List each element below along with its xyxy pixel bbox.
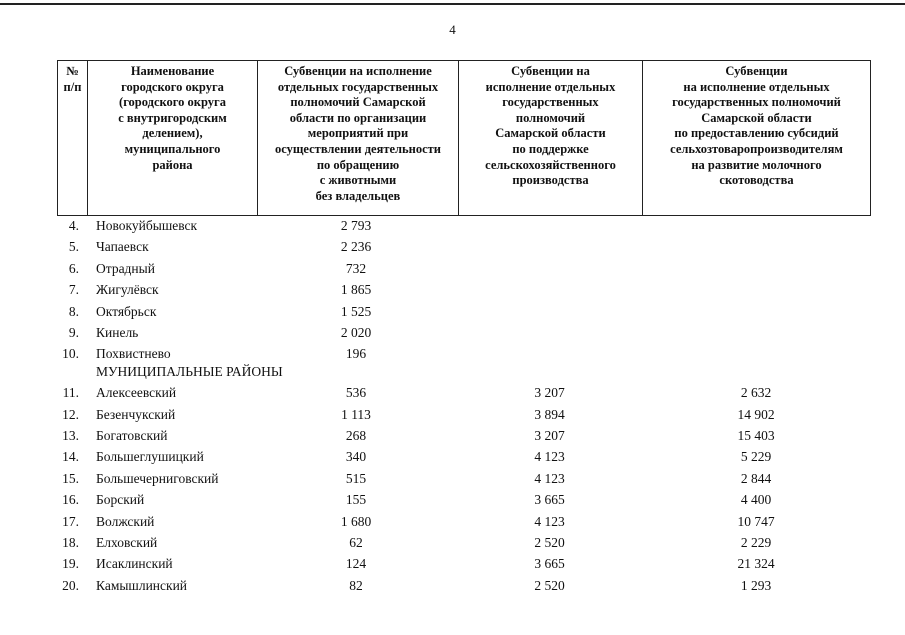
subvention-animals: 340 [345, 449, 367, 465]
header-line: по обращению [316, 157, 400, 172]
municipality-name: Волжский [96, 513, 155, 529]
municipality-name: Большеглушицкий [96, 449, 204, 465]
header-col-subvention-dairy [643, 61, 870, 215]
page-number: 4 [449, 22, 456, 37]
subvention-animals: 82 [349, 577, 363, 593]
subvention-animals: 515 [345, 470, 367, 486]
subvention-animals: 2 793 [340, 218, 372, 233]
subvention-animals: 536 [345, 385, 367, 401]
header-line: Самарской области [701, 110, 812, 125]
header-line: Наименование [130, 64, 215, 78]
table-row [57, 554, 871, 574]
header-line: исполнение отдельных [485, 79, 616, 94]
table-row [57, 405, 871, 425]
subvention-animals: 1 525 [340, 303, 372, 319]
header-line: района [152, 157, 193, 172]
row-number: 10. [62, 346, 79, 362]
municipality-name: Исаклинский [96, 556, 173, 572]
municipality-name: Похвистнево [96, 346, 171, 362]
subvention-animals: 2 236 [340, 239, 372, 255]
municipality-name: Новокуйбышевск [96, 218, 198, 233]
subvention-dairy: 15 403 [737, 428, 775, 443]
header-line: области по организации [289, 110, 427, 125]
header-col-name [88, 61, 258, 215]
header-line: на исполнение отдельных [683, 79, 830, 94]
subvention-agriculture: 4 123 [534, 449, 565, 465]
table-row [57, 383, 871, 403]
row-number: 5. [68, 239, 79, 255]
header-line: Субвенции [725, 64, 788, 78]
header-line: без владельцев [315, 188, 401, 203]
subvention-agriculture: 4 123 [534, 470, 565, 486]
subvention-agriculture: 4 123 [534, 513, 565, 529]
subvention-dairy: 1 293 [740, 577, 772, 593]
subvention-agriculture: 3 665 [534, 556, 565, 572]
header-col-number [58, 61, 88, 215]
row-number: 7. [68, 282, 79, 298]
subvention-dairy: 5 229 [740, 449, 772, 465]
header-line: (городского округа [119, 95, 226, 110]
table-row [57, 426, 871, 446]
subvention-animals: 155 [345, 492, 367, 508]
municipality-name: Большечерниговский [96, 470, 219, 486]
table-row [57, 512, 871, 532]
section-heading: МУНИЦИПАЛЬНЫЕ РАЙОНЫ [96, 363, 283, 379]
header-line: Самарской области [495, 126, 606, 141]
header-line: п/п [63, 79, 82, 94]
row-number: 14. [62, 449, 79, 465]
header-line: полномочий [515, 110, 586, 125]
subvention-animals: 1 680 [340, 513, 372, 529]
table-row [57, 259, 871, 279]
header-line: с животными [319, 173, 397, 188]
header-line: сельхозтоваропроизводителям [670, 141, 843, 156]
row-number: 4. [68, 218, 79, 233]
header-line: Субвенции на исполнение [284, 64, 432, 78]
municipality-name: Камышлинский [96, 577, 188, 593]
header-line: № [66, 64, 79, 78]
header-line: государственных [502, 95, 599, 110]
subvention-dairy: 2 229 [740, 535, 772, 550]
municipality-name: Чапаевск [96, 239, 149, 255]
subvention-agriculture: 3 894 [534, 406, 565, 422]
row-number: 12. [62, 406, 79, 422]
header-line: с внутригородским [118, 110, 227, 125]
row-number: 13. [62, 428, 79, 443]
table-row [57, 280, 871, 300]
header-line: полномочий Самарской [290, 95, 426, 110]
subvention-animals: 62 [349, 535, 363, 550]
row-number: 11. [62, 385, 79, 401]
row-number: 16. [62, 492, 79, 508]
table-row [57, 237, 871, 257]
subvention-agriculture: 3 665 [534, 492, 565, 508]
table-header [57, 60, 871, 216]
row-number: 17. [62, 513, 79, 529]
table-row [57, 447, 871, 467]
municipality-name: Отрадный [96, 260, 155, 276]
header-line: производства [512, 173, 589, 188]
subvention-animals: 732 [345, 260, 367, 276]
header-line: по поддержке [512, 141, 589, 156]
header-col-subvention-animals [258, 61, 459, 215]
row-number: 18. [62, 535, 79, 550]
subvention-animals: 268 [345, 428, 367, 443]
subvention-dairy: 2 844 [740, 470, 772, 486]
subvention-agriculture: 2 520 [534, 535, 565, 550]
table-row [57, 490, 871, 510]
header-col-subvention-agriculture [459, 61, 643, 215]
row-number: 6. [68, 260, 79, 276]
subvention-agriculture: 2 520 [534, 577, 565, 593]
subvention-dairy: 10 747 [737, 513, 775, 529]
subvention-animals: 124 [345, 556, 367, 572]
subvention-animals: 2 020 [340, 325, 372, 340]
table-row [57, 302, 871, 322]
header-line: отдельных государственных [277, 79, 439, 94]
municipality-name: Кинель [96, 325, 139, 340]
subvention-animals: 1 865 [340, 282, 372, 298]
header-line: мероприятий при [307, 126, 409, 141]
table-row [57, 576, 871, 596]
header-line: делением), [142, 126, 203, 141]
table-row [57, 216, 871, 236]
municipality-name: Елховский [96, 535, 158, 550]
municipality-name: Октябрьск [96, 303, 157, 319]
table-row [57, 533, 871, 553]
header-line: сельскохозяйственного [485, 157, 616, 172]
municipality-name: Борский [96, 492, 145, 508]
top-rule [0, 3, 905, 5]
municipality-name: Жигулёвск [96, 282, 159, 298]
header-line: государственных полномочий [672, 95, 841, 110]
municipality-name: Алексеевский [96, 385, 177, 401]
header-line: муниципального [124, 141, 221, 156]
subvention-agriculture: 3 207 [534, 428, 565, 443]
municipality-name: Богатовский [96, 428, 168, 443]
row-number: 19. [62, 556, 79, 572]
row-number: 20. [62, 577, 79, 593]
subvention-dairy: 2 632 [740, 385, 772, 401]
municipality-name: Безенчукский [96, 406, 176, 422]
table-row [57, 323, 871, 343]
row-number: 8. [68, 303, 79, 319]
header-line: городского округа [121, 79, 224, 94]
subvention-agriculture: 3 207 [534, 385, 565, 401]
subvention-animals: 196 [345, 346, 367, 362]
row-number: 15. [62, 470, 79, 486]
subvention-dairy: 14 902 [737, 406, 775, 422]
header-line: осуществлении деятельности [275, 141, 441, 156]
header-line: на развитие молочного [691, 157, 822, 172]
subvention-dairy: 4 400 [740, 492, 772, 508]
row-number: 9. [68, 325, 79, 340]
header-line: Субвенции на [511, 64, 590, 78]
subvention-animals: 1 113 [341, 406, 371, 422]
header-line: по предоставлению субсидий [674, 126, 839, 141]
table-row [57, 469, 871, 489]
subvention-dairy: 21 324 [737, 556, 775, 572]
header-line: скотоводства [719, 173, 794, 188]
